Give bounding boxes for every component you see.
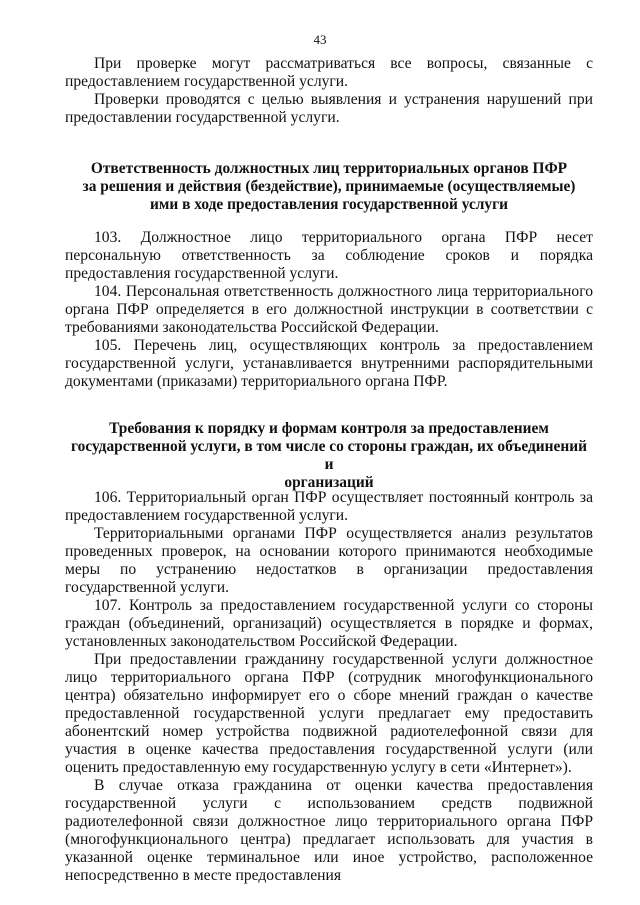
page-number: 43 bbox=[313, 32, 327, 47]
paragraph: При проверке могут рассматриваться все вопросы, связанные с предоставлением государственной услуги. bbox=[65, 55, 593, 90]
paragraph: В случае отказа гражданина от оценки качества предоставления государственной услуги с использованием средств подвижной радиотелефонной связи должностное лицо территориального органа ПФР (многофункционального центра) предлагает использовать для участия в указанной оценке терминальное или иное устройство, расположенное непосредственно в месте предоставления bbox=[65, 777, 593, 884]
heading-line: за решения и действия (бездействие), принимаемые (осуществляемые) bbox=[82, 178, 576, 195]
paragraph: 107. Контроль за предоставлением государственной услуги со стороны граждан (объединений, организаций) осуществляется в порядке и формах, установленных законодательством Российской Федерации. bbox=[65, 597, 593, 650]
control-text bbox=[65, 489, 593, 885]
section-heading-control bbox=[65, 420, 593, 492]
paragraph: 103. Должностное лицо территориального органа ПФР несет персональную ответственность за соблюдение сроков и порядка предоставления государственной услуги. bbox=[65, 229, 593, 282]
paragraph: Территориальными органами ПФР осуществляется анализ результатов проведенных проверок, на основании которого принимаются необходимые меры по устранению недостатков в организации предоставления государственной услуги. bbox=[65, 525, 593, 596]
paragraph: 106. Территориальный орган ПФР осуществляет постоянный контроль за предоставлением государственной услуги. bbox=[65, 489, 593, 524]
heading-line: Требования к порядку и формам контроля за предоставлением bbox=[109, 420, 549, 437]
paragraph: 105. Перечень лиц, осуществляющих контроль за предоставлением государственной услуги, устанавливается внутренними распорядительными документами (приказами) территориального органа ПФР. bbox=[65, 337, 593, 390]
section-heading-responsibility bbox=[65, 160, 593, 214]
paragraph: Проверки проводятся с целью выявления и устранения нарушений при предоставлении государственной услуги. bbox=[65, 91, 593, 126]
intro-text bbox=[65, 55, 593, 127]
paragraph: При предоставлении гражданину государственной услуги должностное лицо территориального органа ПФР (сотрудник многофункционального центра) обязательно информирует его о сборе мнений граждан о качестве предоставленной государственной услуги предлагает ему предоставить абонентский номер устройства подвижной радиотелефонной связи для участия в оценке качества предоставления государственной услуги (или оценить предоставленную ему государственную услугу в сети «Интернет»). bbox=[65, 651, 593, 776]
heading-line: Ответственность должностных лиц территориальных органов ПФР bbox=[90, 160, 568, 177]
paragraph: 104. Персональная ответственность должностного лица территориального органа ПФР определяется в его должностной инструкции в соответствии с требованиями законодательства Российской Федерации. bbox=[65, 283, 593, 336]
responsibility-text bbox=[65, 229, 593, 391]
heading-line: ими в ходе предоставления государственной услуги bbox=[150, 196, 508, 213]
heading-line: организаций bbox=[284, 474, 374, 491]
heading-line: государственной услуги, в том числе со стороны граждан, их объединений и bbox=[71, 438, 587, 473]
